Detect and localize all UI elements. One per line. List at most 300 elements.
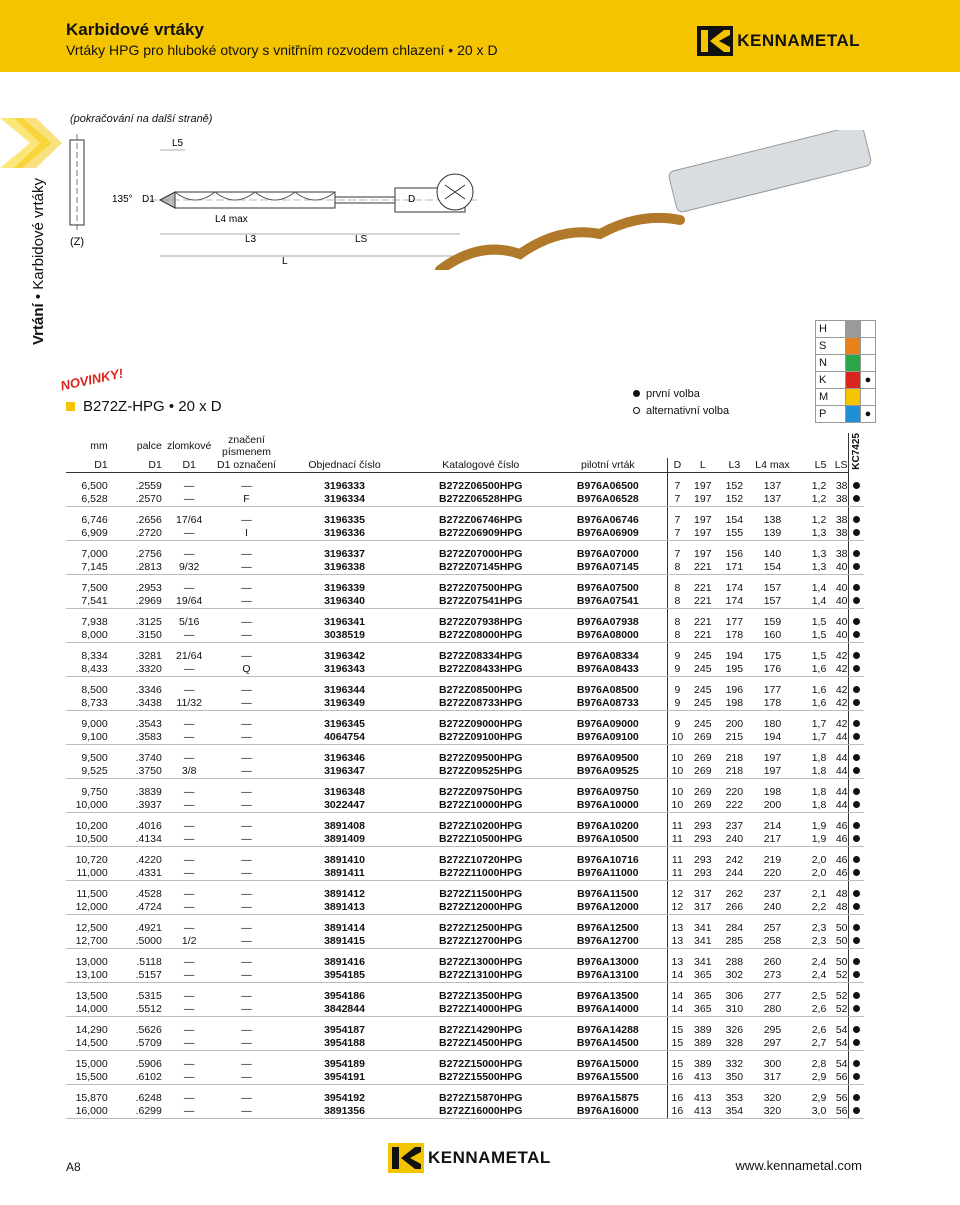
cell-pilot-drill: B976A07938 (576, 615, 639, 628)
cell-pilot-drill: B976A09500 (576, 751, 639, 764)
cell-d: 14 (667, 983, 687, 1003)
cell-l4: 157 (763, 581, 782, 594)
legend-first (633, 385, 729, 402)
cell-l: 269 (687, 765, 719, 779)
cell-l: 197 (694, 513, 712, 526)
cell-d1-mm: 9,525 (66, 765, 108, 779)
cell-l3: 240 (719, 833, 751, 847)
drill-body (150, 174, 480, 212)
table-row (66, 1003, 864, 1017)
cell-pilot-drill: B976A12500 (576, 921, 639, 934)
cell-d1-letter: — (241, 751, 252, 764)
first-choice-dot-icon (853, 563, 860, 570)
table-row (66, 1051, 864, 1071)
cell-l5: 2,0 (811, 853, 827, 866)
cell-order-number: 3891412 (324, 887, 365, 900)
cell-pilot-drill: B976A10500 (549, 833, 667, 847)
cell-d1-frac: 11/32 (162, 697, 217, 711)
cell-d: 12 (667, 881, 687, 901)
cell-pilot-drill: B976A12700 (549, 935, 667, 949)
first-choice-dot-icon (853, 822, 860, 829)
table-row (66, 575, 864, 595)
cell-ls: 40 (826, 561, 848, 575)
material-swatch (846, 406, 861, 423)
cell-catalog-number: B272Z13000HPG (439, 955, 523, 968)
cell-grade-kc7425 (848, 867, 864, 881)
cell-l4: 175 (763, 649, 782, 662)
cell-l3: 215 (719, 731, 751, 745)
cell-d: 15 (667, 1051, 687, 1071)
cell-l4: 197 (763, 751, 782, 764)
cell-l: 197 (687, 527, 719, 541)
cell-d1-mm: 8,500 (81, 683, 108, 696)
cell-l5: 1,6 (811, 683, 827, 696)
label-d: D (408, 194, 416, 205)
first-choice-dot-icon (853, 733, 860, 740)
cell-d1-in: .3150 (108, 629, 162, 643)
product-title-text: B272Z-HPG • 20 x D (83, 398, 222, 415)
cell-l: 245 (694, 717, 712, 730)
cell-d1-letter: — (217, 867, 277, 881)
cell-l: 269 (687, 731, 719, 745)
cell-d: 10 (667, 731, 687, 745)
page-title: Karbidové vrtáky (66, 20, 204, 39)
cell-order-number: 3842844 (276, 1003, 412, 1017)
cell-l3: 156 (725, 547, 744, 560)
cell-l5: 2,3 (811, 921, 827, 934)
cell-d1-frac: — (183, 581, 195, 594)
table-row (66, 1105, 864, 1119)
cell-l5: 1,4 (795, 595, 826, 609)
cell-d1-frac: — (183, 547, 195, 560)
cell-grade-kc7425 (848, 643, 864, 663)
cell-pilot-drill: B976A08334 (576, 649, 639, 662)
cell-catalog-number: B272Z09525HPG (413, 765, 549, 779)
cell-catalog-number: B272Z12000HPG (413, 901, 549, 915)
cell-ls: 50 (835, 921, 848, 934)
cell-l3: 242 (725, 853, 744, 866)
hdr-spacer (276, 433, 848, 458)
cell-ls: 38 (835, 547, 848, 560)
cell-grade-kc7425 (848, 575, 864, 595)
cell-d1-frac: — (183, 751, 195, 764)
label-d1: D1 (142, 194, 155, 205)
cell-d1-frac: — (183, 853, 195, 866)
cell-d1-letter: — (241, 649, 252, 662)
cell-d: 15 (667, 1017, 687, 1037)
material-label: P (816, 406, 846, 423)
cell-pilot-drill: B976A16000 (549, 1105, 667, 1119)
cell-grade-kc7425 (848, 629, 864, 643)
cell-d1-letter: — (217, 629, 277, 643)
label-angle: 135° (112, 194, 133, 205)
cell-l: 245 (694, 649, 712, 662)
brand-logo (697, 26, 860, 56)
cell-d1-frac: 19/64 (162, 595, 217, 609)
cell-grade-kc7425 (848, 813, 864, 833)
cell-d1-mm: 11,000 (66, 867, 108, 881)
cell-d1-mm: 7,541 (66, 595, 108, 609)
cell-grade-kc7425 (848, 711, 864, 731)
cell-d1-in: .5118 (136, 955, 162, 968)
cell-l: 341 (694, 955, 712, 968)
cell-l: 269 (687, 799, 719, 813)
cell-l3: 174 (725, 581, 744, 594)
cell-catalog-number: B272Z06500HPG (439, 479, 523, 492)
cell-grade-kc7425 (848, 561, 864, 575)
cell-l5: 2,6 (811, 1023, 827, 1036)
hdr-d: D (667, 458, 687, 473)
cell-d1-mm: 14,290 (75, 1023, 108, 1036)
cell-l3: 194 (725, 649, 744, 662)
footer-brand-logo (388, 1143, 551, 1173)
cell-grade-kc7425 (848, 915, 864, 935)
table-row (66, 969, 864, 983)
footer-brand-wordmark: KENNAMETAL (428, 1148, 551, 1167)
first-choice-dot-icon (853, 937, 860, 944)
cell-grade-kc7425 (848, 799, 864, 813)
cell-ls: 42 (826, 663, 848, 677)
first-choice-dot-icon (853, 1073, 860, 1080)
cell-l: 197 (687, 493, 719, 507)
cell-order-number: 3891409 (276, 833, 412, 847)
cell-d1-in: .3281 (135, 649, 162, 662)
cell-d1-frac: — (162, 833, 217, 847)
cell-d1-mm: 11,500 (76, 887, 108, 900)
cell-d: 12 (667, 901, 687, 915)
cell-d: 9 (667, 711, 687, 731)
cell-d1-letter: — (217, 1071, 277, 1085)
cell-d1-letter: — (217, 969, 277, 983)
cell-d1-in: .5512 (108, 1003, 162, 1017)
cell-l4: 180 (763, 717, 782, 730)
cell-l: 221 (687, 629, 719, 643)
cell-ls: 52 (826, 969, 848, 983)
cell-d: 7 (667, 527, 687, 541)
cell-d1-letter: Q (217, 663, 277, 677)
cell-l: 317 (694, 887, 712, 900)
cell-d1-mm: 13,100 (66, 969, 108, 983)
hdr-palce: palce (136, 439, 162, 452)
material-swatch (846, 338, 861, 355)
kennametal-k-icon (388, 1143, 424, 1173)
cell-order-number: 3954188 (276, 1037, 412, 1051)
cell-l: 245 (687, 697, 719, 711)
cell-d1-mm: 15,500 (66, 1071, 108, 1085)
cell-l: 413 (694, 1091, 712, 1104)
first-choice-dot-icon (853, 665, 860, 672)
cell-l4: 300 (763, 1057, 782, 1070)
cell-l3: 222 (719, 799, 751, 813)
product-table (66, 433, 864, 1119)
cell-grade-kc7425 (848, 1105, 864, 1119)
cell-order-number: 4064754 (276, 731, 412, 745)
cell-d1-in: .3543 (135, 717, 162, 730)
website-link[interactable]: www.kennametal.com (735, 1158, 862, 1173)
cell-ls: 50 (826, 935, 848, 949)
cell-d1-in: .2720 (108, 527, 162, 541)
cell-d1-frac: — (183, 717, 195, 730)
cell-d1-letter: — (217, 833, 277, 847)
table-row (66, 473, 864, 493)
cell-d1-frac: 5/16 (178, 615, 200, 628)
cell-grade-kc7425 (848, 473, 864, 493)
cell-ls: 42 (826, 697, 848, 711)
cell-grade-kc7425 (848, 1071, 864, 1085)
cell-grade-kc7425 (848, 1017, 864, 1037)
cell-l3: 154 (725, 513, 744, 526)
cell-d1-frac: — (162, 731, 217, 745)
cell-order-number: 3022447 (276, 799, 412, 813)
side-section-label (30, 178, 47, 345)
cell-d: 7 (667, 473, 687, 493)
table-row (66, 1037, 864, 1051)
table-row (66, 745, 864, 765)
cell-order-number: 3954189 (324, 1057, 365, 1070)
cell-d1-mm: 15,870 (75, 1091, 108, 1104)
cell-grade-kc7425 (848, 697, 864, 711)
cell-d: 15 (667, 1037, 687, 1051)
cell-l3: 262 (725, 887, 744, 900)
first-choice-dot-icon (853, 584, 860, 591)
cell-catalog-number: B272Z09000HPG (439, 717, 523, 730)
cell-l3: 196 (725, 683, 744, 696)
cell-d1-letter: — (241, 581, 252, 594)
table-row (66, 541, 864, 561)
cell-d1-frac: 21/64 (176, 649, 203, 662)
cell-d: 8 (667, 609, 687, 629)
cell-catalog-number: B272Z11000HPG (413, 867, 549, 881)
cell-l: 293 (687, 833, 719, 847)
cell-d1-frac: — (162, 1105, 217, 1119)
cell-l3: 266 (719, 901, 751, 915)
cell-d1-frac: — (183, 1057, 195, 1070)
cell-pilot-drill: B976A09100 (549, 731, 667, 745)
cell-ls: 56 (826, 1071, 848, 1085)
cell-catalog-number: B272Z10720HPG (439, 853, 523, 866)
material-row (816, 406, 876, 423)
first-choice-dot-icon (853, 890, 860, 897)
table-row (66, 507, 864, 527)
cell-d1-frac: 17/64 (176, 513, 203, 526)
cell-grade-kc7425 (848, 541, 864, 561)
cell-d1-in: .6248 (135, 1091, 162, 1104)
table-row (66, 609, 864, 629)
table-row (66, 595, 864, 609)
brand-wordmark: KENNAMETAL (737, 31, 860, 50)
cell-d1-mm: 8,334 (81, 649, 108, 662)
cell-l4: 297 (750, 1037, 795, 1051)
hdr-znaceni (217, 433, 277, 458)
cell-grade-kc7425 (848, 1037, 864, 1051)
cell-l5: 1,4 (811, 581, 827, 594)
cell-d1-frac: — (183, 1023, 195, 1036)
cell-l: 341 (694, 921, 712, 934)
cell-order-number: 3891411 (276, 867, 412, 881)
first-choice-dot-icon (853, 516, 860, 523)
cell-d1-letter: — (217, 799, 277, 813)
cell-order-number: 3891408 (324, 819, 365, 832)
cell-l3: 350 (719, 1071, 751, 1085)
kennametal-k-icon (697, 26, 733, 56)
cell-l: 317 (687, 901, 719, 915)
cell-d1-letter: — (217, 731, 277, 745)
cell-ls: 44 (826, 731, 848, 745)
material-mark: ● (861, 406, 876, 423)
cell-d1-letter: — (241, 853, 252, 866)
label-z: (Z) (70, 236, 85, 248)
cell-order-number: 3891356 (276, 1105, 412, 1119)
cell-grade-kc7425 (848, 1085, 864, 1105)
cell-d1-letter: F (217, 493, 277, 507)
cell-d1-frac: — (162, 901, 217, 915)
first-choice-dot-icon (853, 482, 860, 489)
legend-alt-label: alternativní volba (646, 404, 730, 417)
table-row (66, 867, 864, 881)
cell-catalog-number: B272Z09750HPG (439, 785, 523, 798)
cell-d1-in: .4220 (135, 853, 162, 866)
cell-d1-frac: — (162, 1037, 217, 1051)
cell-catalog-number: B272Z06909HPG (413, 527, 549, 541)
cell-l5: 1,8 (795, 765, 826, 779)
cell-d1-letter: — (241, 547, 252, 560)
cell-d1-letter: — (241, 513, 252, 526)
cell-l3: 218 (719, 765, 751, 779)
cell-catalog-number: B272Z07500HPG (439, 581, 523, 594)
cell-d1-in: .4528 (135, 887, 162, 900)
material-label: N (816, 355, 846, 372)
new-badge: NOVINKY! (59, 365, 125, 394)
cell-catalog-number: B272Z12700HPG (413, 935, 549, 949)
cell-d: 7 (667, 493, 687, 507)
cell-ls: 56 (835, 1091, 848, 1104)
cell-ls: 42 (835, 649, 848, 662)
hdr-l: L (687, 458, 719, 473)
cell-d: 11 (667, 813, 687, 833)
cell-d1-mm: 14,500 (66, 1037, 108, 1051)
cell-d: 8 (667, 575, 687, 595)
cell-l5: 1,7 (811, 717, 827, 730)
cell-ls: 52 (826, 1003, 848, 1017)
cell-pilot-drill: B976A15875 (576, 1091, 639, 1104)
cell-d1-letter: — (241, 785, 252, 798)
table-row (66, 663, 864, 677)
cell-d1-letter: — (241, 921, 252, 934)
cell-l4: 197 (750, 765, 795, 779)
table-row (66, 1071, 864, 1085)
hdr-d1-letter: D1 označení (217, 459, 276, 472)
hdr-ls: LS (826, 458, 848, 473)
hdr-d1-in: D1 (108, 458, 162, 473)
first-choice-dot-icon (853, 1039, 860, 1046)
cell-l5: 1,9 (811, 819, 827, 832)
material-label: S (816, 338, 846, 355)
cell-catalog-number: B272Z10500HPG (413, 833, 549, 847)
cell-pilot-drill: B976A07541 (549, 595, 667, 609)
cell-l5: 1,9 (795, 833, 826, 847)
cell-d: 13 (667, 915, 687, 935)
table-row (66, 847, 864, 867)
label-l4: L4 max (215, 214, 248, 225)
cell-ls: 46 (835, 819, 848, 832)
cell-l: 221 (694, 615, 712, 628)
cell-grade-kc7425 (848, 507, 864, 527)
cell-l5: 1,3 (795, 561, 826, 575)
legend-first-label: první volba (646, 387, 700, 400)
cell-l3: 152 (719, 493, 751, 507)
cell-d1-mm: 9,000 (81, 717, 108, 730)
cell-pilot-drill: B976A11000 (549, 867, 667, 881)
cell-l5: 3,0 (795, 1105, 826, 1119)
first-choice-dot-icon (853, 788, 860, 795)
cell-d: 8 (667, 595, 687, 609)
cell-d: 16 (667, 1085, 687, 1105)
cell-d: 16 (667, 1071, 687, 1085)
cell-ls: 56 (826, 1105, 848, 1119)
end-view (70, 134, 84, 248)
cell-d1-in: .2570 (108, 493, 162, 507)
material-swatch (846, 321, 861, 338)
cell-pilot-drill: B976A08500 (576, 683, 639, 696)
cell-d: 11 (667, 867, 687, 881)
cell-ls: 40 (835, 581, 848, 594)
cell-grade-kc7425 (848, 493, 864, 507)
cell-l4: 137 (750, 493, 795, 507)
cell-order-number: 3196340 (276, 595, 412, 609)
chevron-decor-icon (0, 118, 62, 168)
cell-grade-kc7425 (848, 881, 864, 901)
cell-d1-letter: — (241, 989, 252, 1002)
cell-l4: 295 (763, 1023, 782, 1036)
first-choice-dot-icon (853, 835, 860, 842)
cell-l: 221 (687, 595, 719, 609)
cell-l3: 332 (725, 1057, 744, 1070)
hdr-l4: L4 max (750, 458, 795, 473)
table-row (66, 779, 864, 799)
table-row (66, 1085, 864, 1105)
material-label: K (816, 372, 846, 389)
cell-d1-in: .4134 (108, 833, 162, 847)
first-choice-dot-icon (853, 958, 860, 965)
cell-l5: 1,5 (811, 615, 827, 628)
cell-d1-in: .5709 (108, 1037, 162, 1051)
cell-l4: 273 (750, 969, 795, 983)
cell-grade-kc7425 (848, 949, 864, 969)
cell-pilot-drill: B976A13000 (576, 955, 639, 968)
first-choice-dot-icon (853, 529, 860, 536)
cell-grade-kc7425 (848, 595, 864, 609)
cell-l4: 320 (750, 1105, 795, 1119)
cell-l: 293 (694, 853, 712, 866)
material-mark (861, 338, 876, 355)
first-choice-dot-icon (853, 1107, 860, 1114)
cell-d1-frac: — (183, 1091, 195, 1104)
cell-catalog-number: B272Z06746HPG (439, 513, 523, 526)
cell-l5: 2,2 (795, 901, 826, 915)
table-row (66, 561, 864, 575)
cell-catalog-number: B272Z15000HPG (439, 1057, 523, 1070)
cell-l: 293 (687, 867, 719, 881)
first-choice-dot-icon (853, 1094, 860, 1101)
cell-l: 413 (687, 1105, 719, 1119)
cell-l: 365 (687, 969, 719, 983)
cell-d1-frac: — (162, 629, 217, 643)
table-row (66, 833, 864, 847)
cell-l3: 195 (719, 663, 751, 677)
cell-d1-mm: 10,000 (66, 799, 108, 813)
cell-pilot-drill: B976A07000 (576, 547, 639, 560)
cell-order-number: 3954187 (324, 1023, 365, 1036)
